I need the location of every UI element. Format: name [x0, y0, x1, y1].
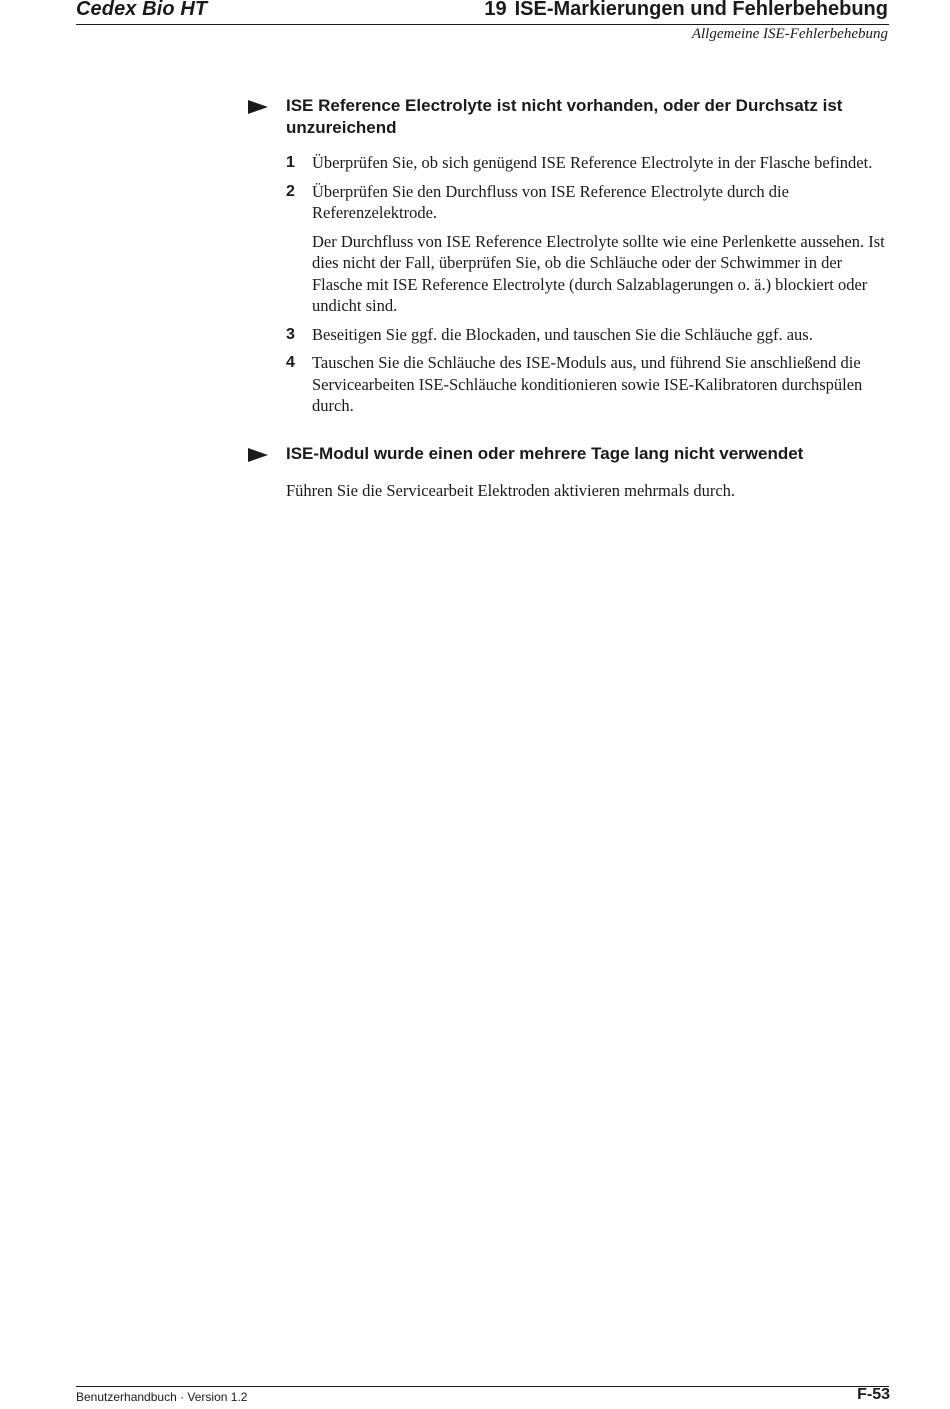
section-subtitle: Allgemeine ISE-Fehlerbehebung [691, 26, 888, 42]
chapter-number: 19 [484, 0, 507, 20]
troubleshooting-section-reference-electrolyte [248, 95, 893, 417]
header-rule [76, 24, 889, 25]
step-number: 4 [286, 354, 295, 371]
chapter-heading [484, 0, 888, 21]
list-item [286, 181, 893, 224]
step-text: Beseitigen Sie ggf. die Blockaden, und tauschen Sie die Schläuche ggf. aus. [312, 324, 813, 344]
section-heading [248, 95, 893, 139]
step-text: Überprüfen Sie, ob sich genügend ISE Reference Electrolyte in der Flasche befindet. [312, 153, 873, 172]
step-list [248, 324, 893, 417]
step-number: 3 [286, 325, 295, 343]
step-note: Der Durchfluss von ISE Reference Electrolyte sollte wie eine Perlenkette aussehen. Ist dies nicht der Fall, überprüfen Sie, ob die Schläuche oder der Schwimmer in der Flasche mit ISE Reference Electrolyte (durch Salzablagerungen o. ä.) blockiert oder undicht sind. [312, 231, 885, 315]
document-title: Cedex Bio HT [76, 0, 208, 20]
list-item [286, 324, 893, 346]
page-content [248, 95, 893, 501]
arrow-right-icon [248, 100, 268, 114]
footer-rule [76, 1386, 889, 1387]
arrow-right-icon [248, 448, 268, 462]
section-heading [248, 443, 893, 465]
list-item [286, 152, 893, 174]
section-body-text: Führen Sie die Servicearbeit Elektroden aktivieren mehrmals durch. [286, 480, 736, 500]
troubleshooting-section-module-unused [248, 443, 893, 502]
section-heading-text: ISE-Modul wurde einen oder mehrere Tage lang nicht verwendet [286, 443, 804, 463]
list-item [286, 352, 893, 417]
step-text: Überprüfen Sie den Durchfluss von ISE Reference Electrolyte durch die Referenzelektrode. [312, 181, 789, 222]
step-number: 1 [286, 154, 295, 171]
page-number: F-53 [857, 1386, 890, 1403]
chapter-title: ISE-Markierungen und Fehlerbehebung [514, 0, 888, 20]
footer-manual-version: Benutzerhandbuch · Version 1.2 [76, 1390, 248, 1404]
step-text: Tauschen Sie die Schläuche des ISE-Moduls aus, und führend Sie anschließend die Servicearbeiten ISE-Schläuche konditionieren sowie ISE-Kalibratoren durchspülen durch. [312, 353, 863, 415]
section-heading-text: ISE Reference Electrolyte ist nicht vorhanden, oder der Durchsatz ist unzureichend [286, 96, 843, 137]
step-number: 2 [286, 182, 295, 200]
step-list [248, 152, 893, 224]
